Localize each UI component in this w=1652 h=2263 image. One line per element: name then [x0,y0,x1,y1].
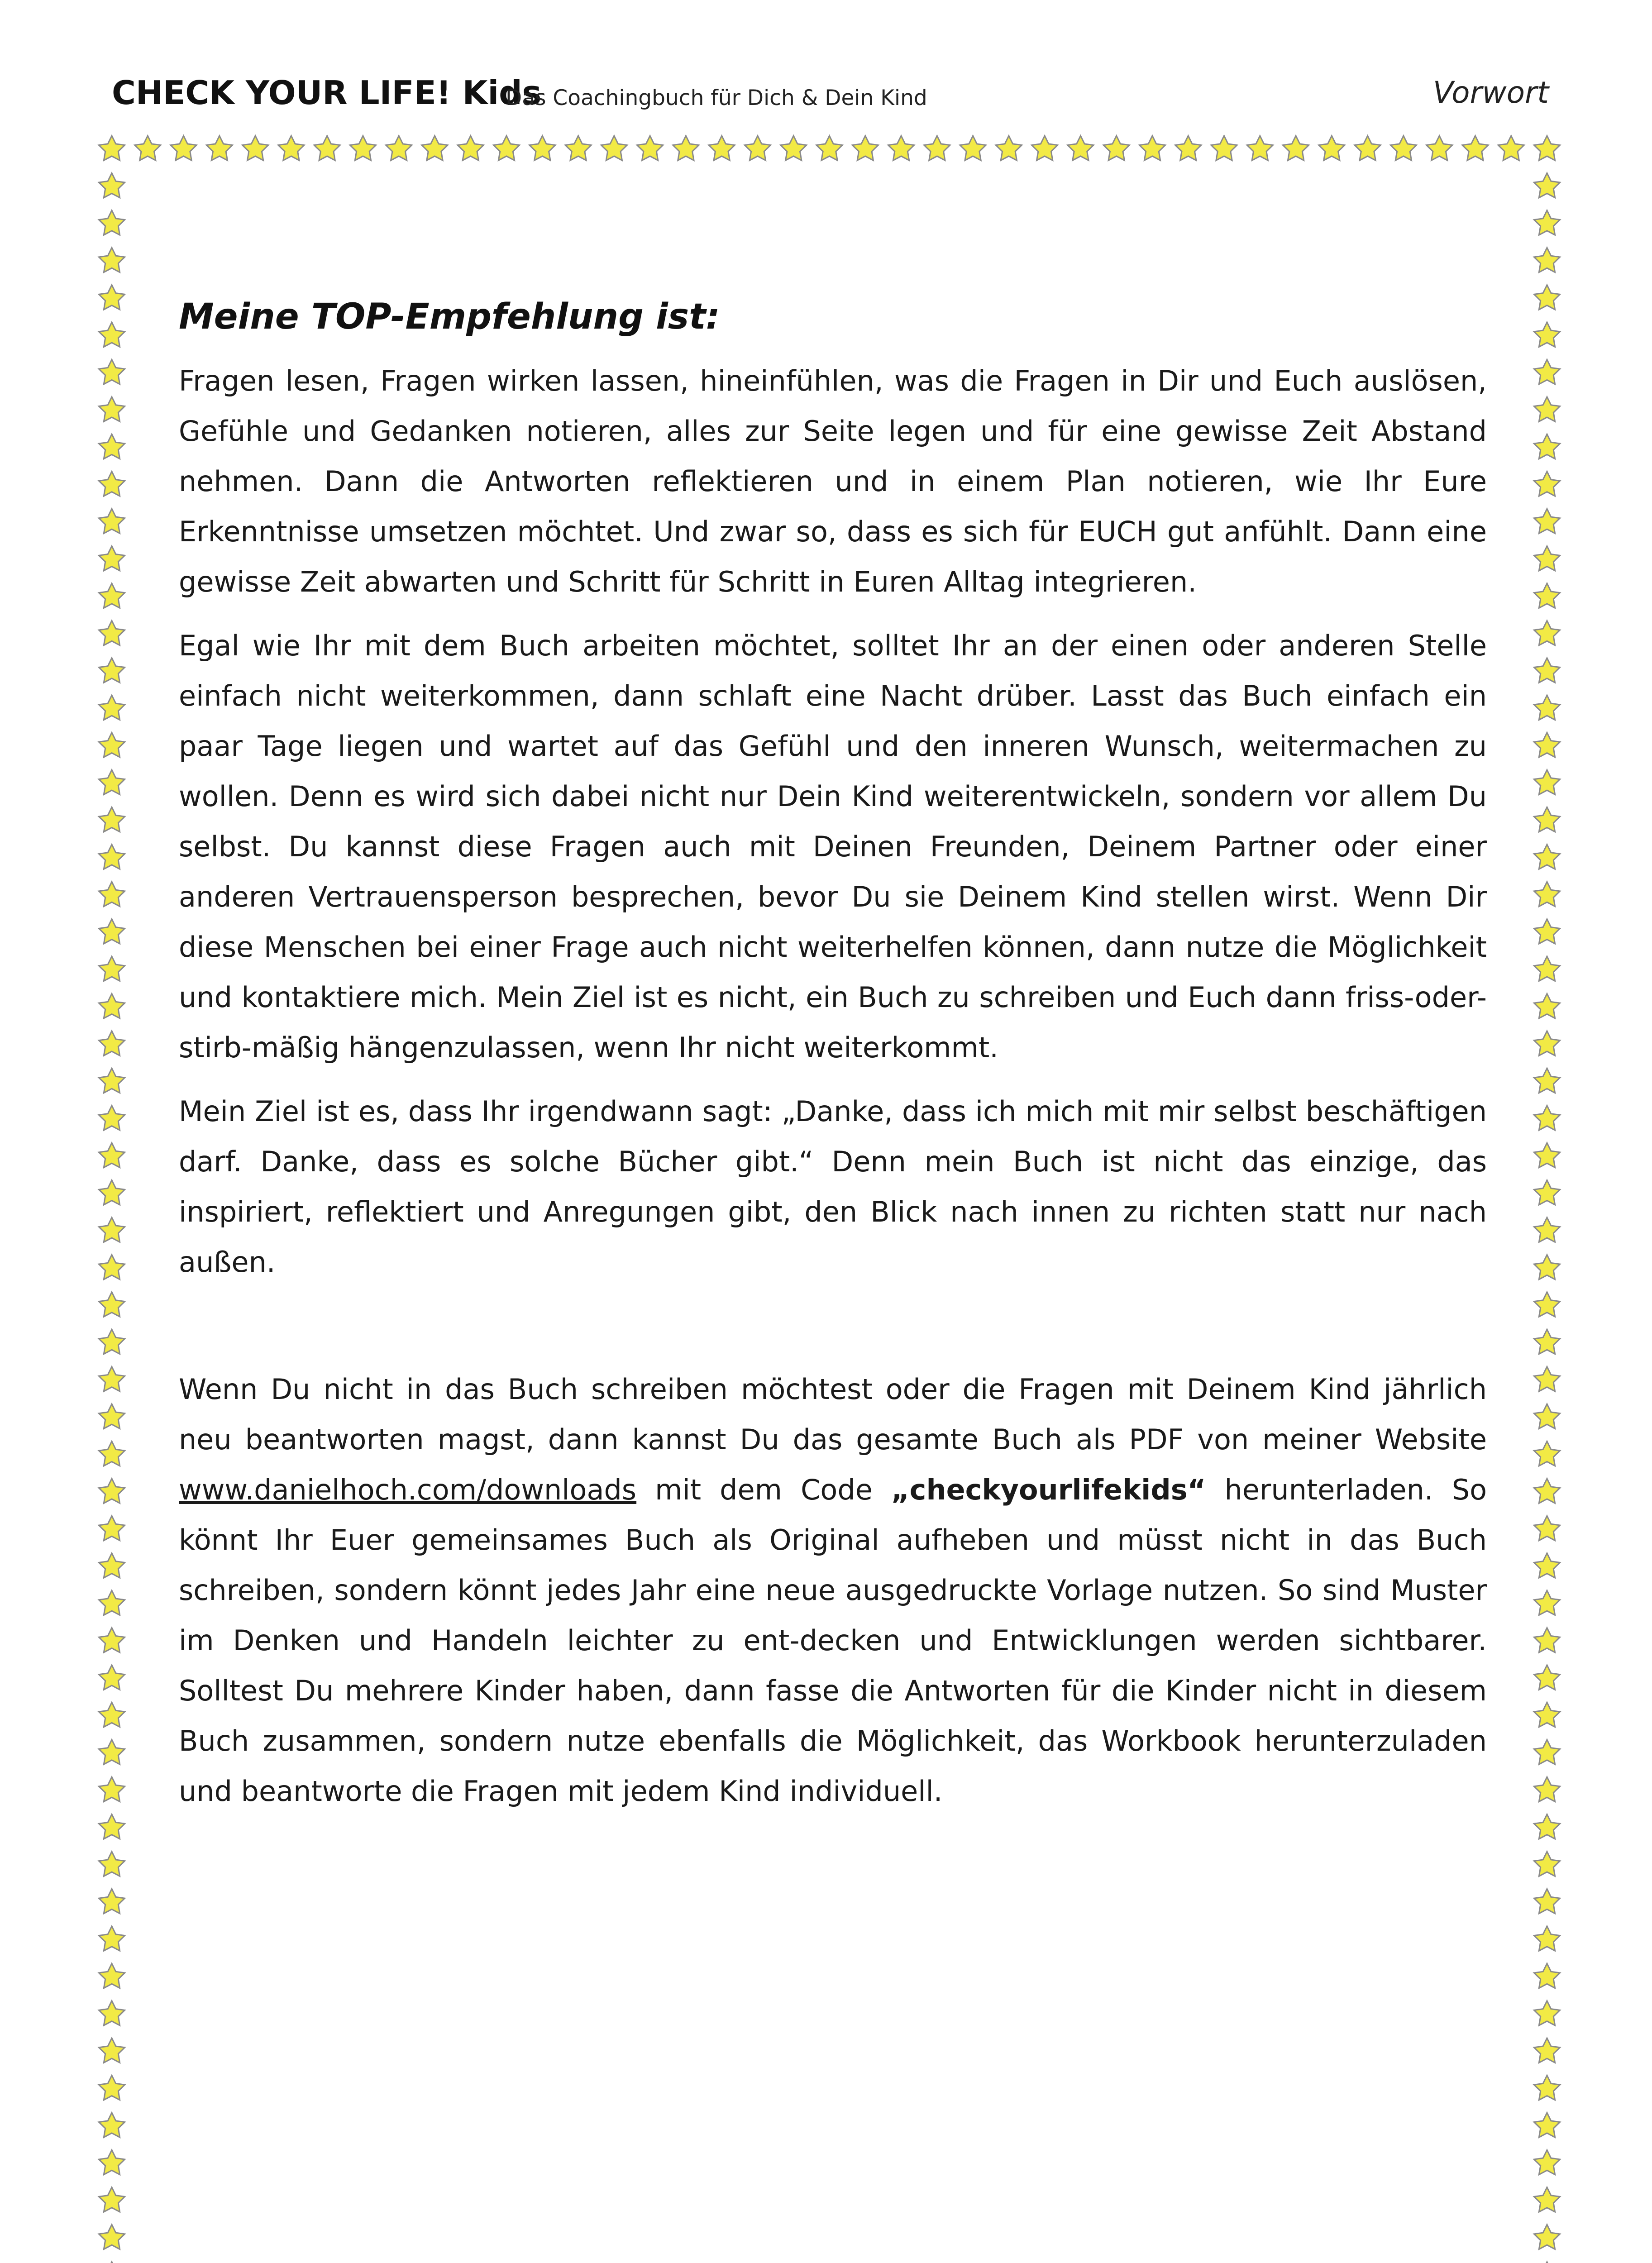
star-icon [1534,322,1560,347]
star-icon [99,173,125,197]
star-icon [601,136,627,160]
star-icon [135,136,161,160]
star-icon [1534,397,1560,421]
star-icon [1534,136,1560,160]
download-text-2: mit dem Code [636,1473,891,1506]
star-icon [99,2187,125,2212]
star-icon [1534,1217,1560,1242]
star-icon [99,472,125,496]
star-icon [99,397,125,421]
star-icon [99,1852,125,1876]
star-icon [1139,136,1165,160]
star-icon [99,1404,125,1428]
star-icon [1534,1926,1560,1951]
book-title: CHECK YOUR LIFE! Kids [112,74,542,112]
star-icon [1534,285,1560,310]
star-icon [386,136,412,160]
star-icon [1534,359,1560,384]
star-icon [1534,248,1560,272]
star-icon [99,285,125,310]
star-icon [1175,136,1201,160]
star-icon [960,136,986,160]
star-icon [99,583,125,608]
star-icon [816,136,842,160]
star-icon [99,2001,125,2025]
star-icon [1534,882,1560,906]
star-icon [99,1553,125,1578]
star-icon [99,1628,125,1652]
star-icon [673,136,699,160]
book-subtitle: Das Coachingbuch für Dich & Dein Kind [506,86,927,110]
star-icon [243,136,268,160]
star-icon [99,2076,125,2100]
star-icon [314,136,340,160]
star-icon [924,136,950,160]
star-icon [99,1516,125,1540]
star-icon [1534,1963,1560,1988]
star-icon [99,882,125,906]
star-icon [99,695,125,720]
star-icon [1534,2187,1560,2212]
star-icon [99,1479,125,1503]
star-icon [1534,2038,1560,2062]
star-icon [99,210,125,235]
star-icon [709,136,735,160]
star-icon [1427,136,1452,160]
star-icon [888,136,914,160]
star-icon [1534,1031,1560,1055]
star-icon [1534,2076,1560,2100]
star-icon [1534,658,1560,683]
star-icon [1319,136,1345,160]
star-icon [1534,1479,1560,1503]
star-icon [99,807,125,831]
star-icon [99,1367,125,1391]
star-icon [745,136,770,160]
star-icon [494,136,520,160]
star-icon [1534,2113,1560,2137]
star-icon [1534,1255,1560,1279]
star-icon [99,1963,125,1988]
star-icon [99,359,125,384]
star-icon [99,1590,125,1615]
star-icon [1032,136,1058,160]
star-icon [1534,770,1560,794]
star-icon [1247,136,1273,160]
star-icon [1534,1143,1560,1167]
star-icon [99,1143,125,1167]
star-icon [99,136,125,160]
star-icon [1534,1590,1560,1615]
star-icon [458,136,483,160]
star-icon [1534,1777,1560,1801]
star-icon [1534,472,1560,496]
section-heading: Meine TOP-Empfehlung ist: [179,296,720,337]
paragraph-working-with-book: Egal wie Ihr mit dem Buch arbeiten möchtet, solltet Ihr an der einen oder anderen Stelle einfach nicht weiterkommen, dann schlaft eine Nacht drüber. Lasst das Buch einfach ein paar Tage liegen und wartet auf das Gefühl und den inneren Wunsch, weitermachen zu wollen. Denn es wird sich dabei nicht nur Dein Kind weiterentwickeln, sondern vor allem Du selbst. Du kannst diese Fragen auch mit Deinen Freunden, Deinem Partner oder einer anderen Vertrauensperson besprechen, bevor Du sie Deinem Kind stellen wirst. Wenn Dir diese Menschen bei einer Frage auch nicht weiterhelfen können, dann nutze die Möglichkeit und kontaktiere mich. Mein Ziel ist es nicht, ein Buch zu schreiben und Euch dann friss-oder-stirb-mäßig hängenzulassen, wenn Ihr nicht weiterkommt. [179,629,1487,1064]
star-icon [99,1255,125,1279]
star-icon [99,658,125,683]
star-icon [1498,136,1524,160]
star-icon [1534,695,1560,720]
star-icon [1390,136,1416,160]
star-icon [1534,509,1560,533]
star-icon [1534,1367,1560,1391]
star-icon [1534,1068,1560,1093]
star-icon [1534,733,1560,757]
star-icon [99,845,125,869]
star-icon [1103,136,1129,160]
star-icon [99,1441,125,1466]
star-icon [1534,1329,1560,1354]
star-icon [99,1106,125,1130]
star-icon [1534,1702,1560,1727]
star-icon [781,136,807,160]
star-icon [1534,845,1560,869]
star-icon [1534,1740,1560,1764]
download-code: „checkyourlifekids“ [891,1473,1206,1506]
star-icon [99,2113,125,2137]
star-icon [99,2150,125,2174]
star-icon [1534,994,1560,1018]
star-icon [99,248,125,272]
star-icon [1534,956,1560,981]
star-icon [171,136,196,160]
star-icon [1534,1516,1560,1540]
star-icon [1211,136,1237,160]
star-icon [99,546,125,571]
star-icon [1534,2150,1560,2174]
star-icon [1534,2225,1560,2249]
star-icon [1534,583,1560,608]
star-icon [278,136,304,160]
star-icon [206,136,232,160]
star-icon [1534,546,1560,571]
star-icon [1462,136,1488,160]
star-icon [565,136,591,160]
star-icon [99,1180,125,1205]
star-icon [99,1740,125,1764]
star-icon [1534,434,1560,458]
star-icon [996,136,1022,160]
star-icon [99,509,125,533]
star-icon [99,322,125,347]
star-icon [1534,807,1560,831]
star-icon [99,2038,125,2062]
star-icon [99,1031,125,1055]
star-icon [1534,173,1560,197]
star-icon [99,733,125,757]
star-icon [1534,1404,1560,1428]
main-content [179,290,1487,1830]
paragraph-goal: Mein Ziel ist es, dass Ihr irgendwann sagt: „Danke, dass ich mich mit mir selbst beschäftigen darf. Danke, dass es solche Bücher gibt.“ Denn mein Buch ist nicht das einzige, das inspiriert, reflektiert und Anregungen gibt, den Blick nach innen zu richten statt nur nach außen. [179,1095,1487,1279]
star-icon [1534,1180,1560,1205]
star-icon [1534,1852,1560,1876]
star-icon [99,1292,125,1317]
star-icon [1534,210,1560,235]
star-icon [99,1329,125,1354]
star-icon [99,1814,125,1839]
star-icon [99,1665,125,1690]
star-icon [1534,621,1560,645]
downloads-link[interactable]: www.danielhoch.com/downloads [179,1473,637,1506]
star-icon [1534,1441,1560,1466]
star-icon [530,136,555,160]
star-icon [1534,1553,1560,1578]
star-icon [852,136,878,160]
star-icon [637,136,663,160]
star-icon [99,621,125,645]
star-icon [99,770,125,794]
star-icon [99,1068,125,1093]
star-icon [99,994,125,1018]
star-icon [1534,2001,1560,2025]
star-icon [1355,136,1380,160]
star-icon [422,136,448,160]
page-header [112,68,1549,118]
star-icon [1534,1665,1560,1690]
section-title: Vorwort [1432,75,1549,110]
star-icon [350,136,376,160]
star-icon [99,2225,125,2249]
download-text-3: herunterladen. So könnt Ihr Euer gemeinsames Buch als Original aufheben und müsst nicht in das Buch schreiben, sondern könnt jedes Jahr eine neue ausgedruckte Vorlage nutzen. So sind Muster im Denken und Handeln leichter zu ent-decken und Entwicklungen werden sichtbarer. Solltest Du mehrere Kinder haben, dann fasse die Antworten für die Kinder nicht in diesem Buch zusammen, sondern nutze ebenfalls die Möglichkeit, das Workbook herunterzuladen und beantworte die Fragen mit jedem Kind individuell. [179,1473,1487,1808]
star-icon [1534,1106,1560,1130]
download-text-1: Wenn Du nicht in das Buch schreiben möchtest oder die Fragen mit Deinem Kind jährlich neu beantworten magst, dann kannst Du das gesamte Buch als PDF von meiner Website [179,1373,1487,1456]
star-icon [1534,1292,1560,1317]
paragraph-recommendation: Fragen lesen, Fragen wirken lassen, hineinfühlen, was die Fragen in Dir und Euch auslösen, Gefühle und Gedanken notieren, alles zur Seite legen und für eine gewisse Zeit Abstand nehmen. Dann die Antworten reflektieren und in einem Plan notieren, wie Ihr Eure Erkenntnisse umsetzen möchtet. Und zwar so, dass es sich für EUCH gut anfühlt. Dann eine gewisse Zeit abwarten und Schritt für Schritt in Euren Alltag integrieren. [179,364,1487,598]
star-icon [99,956,125,981]
star-icon [99,1889,125,1913]
star-icon [99,1926,125,1951]
star-icon [99,434,125,458]
star-icon [1534,1628,1560,1652]
paragraph-download [179,1364,1487,1816]
star-icon [1534,919,1560,944]
star-icon [1283,136,1309,160]
star-icon [99,919,125,944]
star-icon [99,1217,125,1242]
star-icon [99,1702,125,1727]
star-icon [1534,1814,1560,1839]
star-icon [1068,136,1093,160]
star-icon [1534,1889,1560,1913]
star-icon [99,1777,125,1801]
